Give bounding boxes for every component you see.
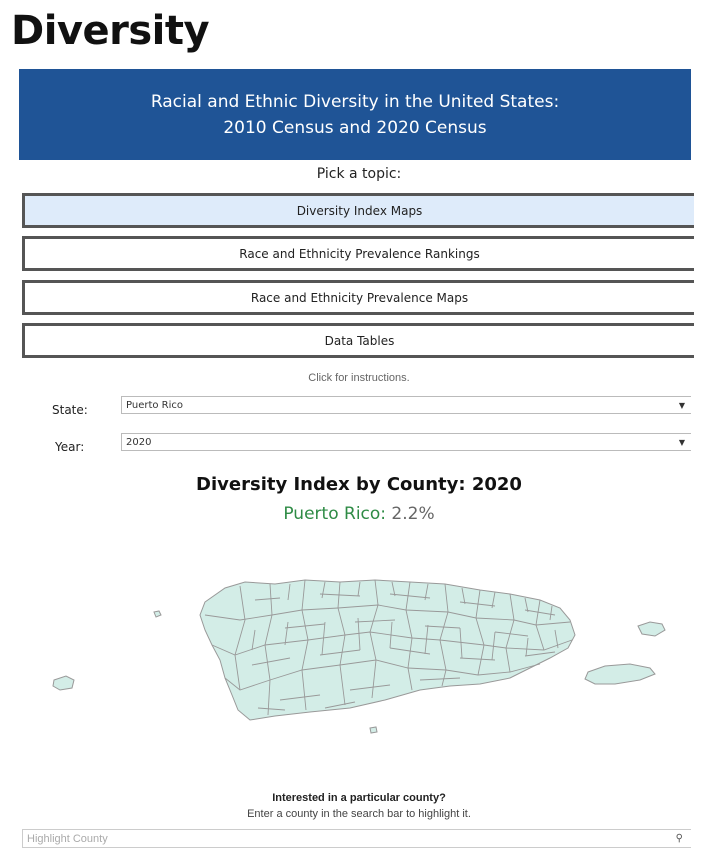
desecheo-island[interactable] <box>154 611 161 617</box>
state-select[interactable] <box>121 396 691 414</box>
vieques-island[interactable] <box>585 664 655 684</box>
page-title: Diversity <box>11 8 210 54</box>
banner-line-1: Racial and Ethnic Diversity in the United States: <box>150 91 560 112</box>
main-island[interactable] <box>200 580 575 720</box>
topic-prevalence-maps[interactable]: Race and Ethnicity Prevalence Maps <box>22 280 694 315</box>
puerto-rico-map[interactable] <box>53 580 665 733</box>
county-map[interactable] <box>40 560 680 760</box>
topic-diversity-index-maps[interactable]: Diversity Index Maps <box>22 193 694 228</box>
map-diversity-value: 2.2% <box>391 504 435 524</box>
topic-prompt: Pick a topic: <box>316 166 402 182</box>
mona-island[interactable] <box>53 676 74 690</box>
county-search-input[interactable] <box>22 829 691 848</box>
culebra-island[interactable] <box>638 622 665 636</box>
county-search-heading: Interested in a particular county? <box>272 792 446 804</box>
topic-prevalence-rankings[interactable]: Race and Ethnicity Prevalence Rankings <box>22 236 694 271</box>
county-search-placeholder: Highlight County <box>27 832 108 845</box>
chevron-down-icon: ▼ <box>678 437 685 447</box>
map-state-name: Puerto Rico: <box>283 504 387 524</box>
map-title: Diversity Index by County: 2020 <box>196 474 522 495</box>
year-label: Year: <box>55 440 85 454</box>
year-select[interactable] <box>121 433 691 451</box>
state-select-value: Puerto Rico <box>126 399 184 411</box>
state-label: State: <box>52 403 88 417</box>
caja-de-muertos-island[interactable] <box>370 727 377 733</box>
banner-line-2: 2010 Census and 2020 Census <box>223 117 487 138</box>
chevron-down-icon: ▼ <box>678 400 685 410</box>
search-icon[interactable]: ⚲ <box>675 833 683 844</box>
instructions-link[interactable]: Click for instructions. <box>308 372 410 384</box>
map-subtitle <box>0 504 710 524</box>
topic-data-tables[interactable]: Data Tables <box>22 323 694 358</box>
county-search-subheading: Enter a county in the search bar to highlight it. <box>247 808 471 820</box>
year-select-value: 2020 <box>126 436 152 448</box>
header-banner <box>19 69 691 160</box>
